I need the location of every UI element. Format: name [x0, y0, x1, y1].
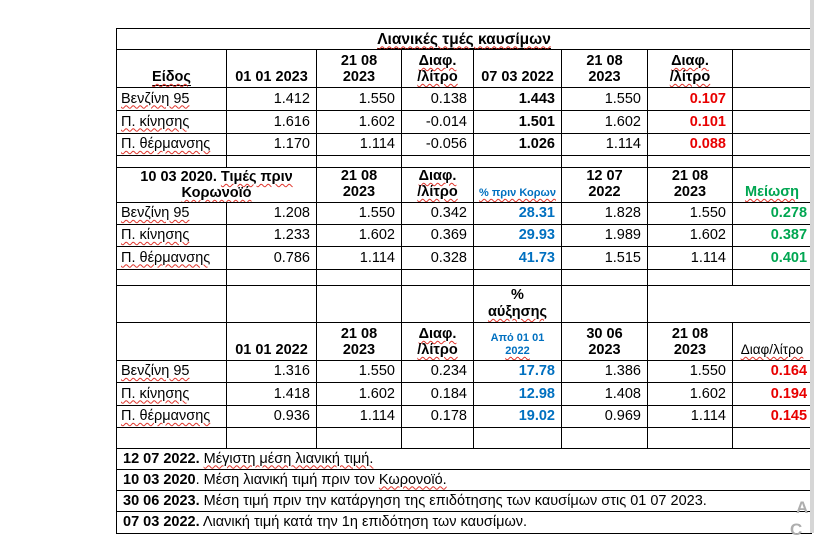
empty-cell: [733, 156, 812, 168]
data-cell: [402, 361, 474, 383]
table-title: [117, 29, 812, 50]
column-header-date: [317, 50, 402, 88]
empty-cell: [474, 156, 562, 168]
empty-cell: [402, 428, 474, 449]
column-header-diff: [402, 168, 474, 203]
empty-cell: [402, 156, 474, 168]
empty-cell: [117, 270, 227, 286]
empty-cell: [562, 156, 648, 168]
footnote-text-wavy: Κωρονοϊό.: [378, 471, 447, 488]
data-cell: [733, 361, 812, 383]
data-cell: [402, 406, 474, 428]
value: 0.936: [273, 408, 310, 424]
column-header-type: [117, 50, 227, 88]
diff-line2: /λίτρο: [417, 342, 458, 358]
data-cell: [402, 247, 474, 270]
title-underline: [377, 31, 551, 49]
fuel-prices-table: [116, 28, 812, 534]
empty-cell: [733, 428, 812, 449]
data-cell: [227, 134, 317, 156]
column-header-diff: [648, 50, 733, 88]
data-cell: [474, 88, 562, 111]
fuel-label: Π. θέρμανσης: [121, 136, 211, 152]
data-cell: [733, 406, 812, 428]
value: 1.989: [604, 227, 641, 243]
data-cell: [474, 383, 562, 406]
from-line1: Από 01 01: [490, 332, 545, 344]
empty-cell: [733, 270, 812, 286]
data-cell: [562, 383, 648, 406]
data-cell: [317, 111, 402, 134]
value: 0.184: [430, 385, 467, 402]
date-line1: 21 08: [586, 53, 623, 69]
empty-cell: [227, 270, 317, 286]
footnote-row: [117, 491, 812, 512]
data-cell: [562, 406, 648, 428]
data-cell: [317, 406, 402, 428]
data-cell: [317, 134, 402, 156]
spacer-row: [117, 156, 812, 168]
row-label: [117, 134, 227, 156]
value: 19.02: [518, 408, 555, 424]
percent-increase-title-row: [117, 286, 812, 323]
value: 1.602: [358, 385, 395, 402]
row-label: [117, 88, 227, 111]
value: 0.234: [430, 363, 467, 379]
empty-cell: [648, 270, 733, 286]
empty-cell: [317, 270, 402, 286]
table-row: [117, 88, 812, 111]
date-line1: 30 06: [586, 326, 623, 342]
watermark-letter-a: A: [796, 498, 809, 517]
value: 1.828: [604, 205, 641, 221]
footnote-text: Λιανική τιμή κατά την 1η επιδότηση των καυσίμων.: [199, 514, 528, 530]
value: 1.386: [604, 363, 641, 379]
data-cell: [648, 383, 733, 406]
value: 1.550: [358, 90, 395, 107]
empty-cell: [317, 428, 402, 449]
data-cell: [474, 203, 562, 225]
fuel-label: Π. κίνησης: [121, 113, 190, 130]
value: 17.78: [518, 363, 555, 379]
date-line1: 21 08: [671, 168, 709, 184]
data-cell: [474, 361, 562, 383]
footnote-date: 30 06 2023.: [123, 492, 200, 509]
empty-cell: [117, 323, 227, 361]
empty-cell: [733, 50, 812, 88]
data-cell: [474, 134, 562, 156]
diff-line2: /λίτρο: [417, 69, 458, 85]
column-header-date: [317, 168, 402, 203]
column-header-date: [562, 50, 648, 88]
value: 1.515: [604, 249, 641, 266]
data-cell: [317, 225, 402, 247]
footnote-date: 12 07 2022.: [123, 450, 200, 467]
empty-cell: [733, 134, 812, 156]
footnote: [117, 491, 812, 512]
data-cell: [474, 225, 562, 247]
data-cell: [474, 247, 562, 270]
section2-title-text: Τιμές πριν Κορωνοϊό: [181, 169, 293, 201]
table-row: [117, 361, 812, 383]
diff-line1: Διαφ.: [418, 168, 457, 184]
type-header-text: Είδος: [152, 69, 191, 85]
fuel-label: Π. κίνησης: [121, 227, 190, 243]
column-header-date: [317, 323, 402, 361]
window-edge-strip: [810, 0, 814, 533]
data-cell: [562, 88, 648, 111]
date-line2: 2023: [673, 342, 707, 358]
value: 0.101: [689, 113, 726, 130]
value: 1.408: [604, 385, 641, 402]
column-header-date: [227, 50, 317, 88]
value: 0.786: [273, 249, 310, 266]
footnote-row: [117, 512, 812, 534]
table-row: [117, 134, 812, 156]
column-header-diff: [733, 323, 812, 361]
table-row: [117, 203, 812, 225]
footnote-date: 10 03 2020: [123, 471, 196, 488]
empty-cell: [648, 156, 733, 168]
date-header-text: 01 01 2023: [235, 69, 308, 85]
value: 1.550: [689, 205, 726, 221]
section3-header-row: [117, 323, 812, 361]
from-line2: 2022: [505, 345, 530, 357]
empty-cell: [562, 428, 648, 449]
value: 0.194: [770, 385, 808, 402]
value: 0.138: [430, 90, 467, 107]
empty-cell: [227, 286, 317, 323]
value: 0.342: [430, 205, 467, 221]
footnote: [117, 470, 812, 491]
value: 1.550: [358, 363, 395, 379]
data-cell: [648, 406, 733, 428]
value: 1.114: [690, 408, 726, 424]
footnote: [117, 449, 812, 470]
value: 1.170: [273, 136, 310, 152]
table-row: [117, 225, 812, 247]
column-header-date: [648, 323, 733, 361]
date-line1: 12 07: [586, 168, 623, 184]
value: 1.418: [273, 385, 310, 402]
data-cell: [474, 406, 562, 428]
column-header-diff: [402, 50, 474, 88]
value: -0.014: [425, 113, 467, 130]
value: 0.328: [430, 249, 467, 266]
data-cell: [227, 247, 317, 270]
data-cell: [402, 203, 474, 225]
empty-cell: [474, 428, 562, 449]
column-header-date: [562, 168, 648, 203]
data-cell: [648, 111, 733, 134]
empty-cell: [317, 156, 402, 168]
spacer-row: [117, 270, 812, 286]
value: 0.178: [430, 408, 467, 424]
date-line2: 2022: [588, 184, 621, 200]
data-cell: [733, 383, 812, 406]
value: 0.369: [430, 227, 467, 243]
value: 1.026: [518, 136, 555, 152]
section2-title-cell: [117, 168, 317, 203]
data-cell: [227, 225, 317, 247]
value: 41.73: [518, 249, 555, 266]
data-cell: [562, 134, 648, 156]
diff-header-text: Διαφ/λίτρο: [740, 342, 804, 357]
value: 1.316: [273, 363, 310, 379]
diff-line1: Διαφ.: [418, 53, 457, 69]
footnote-row: [117, 470, 812, 491]
data-cell: [402, 225, 474, 247]
data-cell: [648, 225, 733, 247]
row-label: [117, 383, 227, 406]
data-cell: [402, 111, 474, 134]
data-cell: [733, 225, 812, 247]
fuel-label: Π. θέρμανσης: [121, 408, 211, 424]
value: 0.164: [770, 363, 808, 379]
value: 1.114: [605, 136, 641, 152]
column-header-from-date: [474, 323, 562, 361]
value: 12.98: [518, 385, 555, 402]
empty-merged-cell: [648, 286, 812, 323]
footnote: [117, 512, 812, 534]
data-cell: [402, 134, 474, 156]
empty-cell: [117, 156, 227, 168]
value: 1.443: [518, 90, 555, 107]
data-cell: [227, 383, 317, 406]
value: 1.208: [273, 205, 310, 221]
data-cell: [227, 406, 317, 428]
empty-cell: [227, 428, 317, 449]
spacer-row: [117, 428, 812, 449]
data-cell: [402, 383, 474, 406]
date-line2: 2023: [673, 184, 707, 200]
value: 1.602: [689, 227, 726, 243]
empty-cell: [733, 88, 812, 111]
empty-cell: [474, 270, 562, 286]
value: 0.278: [770, 205, 808, 221]
data-cell: [227, 361, 317, 383]
date-line2: 2023: [588, 69, 621, 85]
data-cell: [648, 203, 733, 225]
data-cell: [317, 88, 402, 111]
data-cell: [648, 88, 733, 111]
data-cell: [317, 247, 402, 270]
data-cell: [733, 247, 812, 270]
date-line1: 21 08: [671, 326, 709, 342]
column-header-date: [562, 323, 648, 361]
value: 1.602: [358, 227, 395, 243]
data-cell: [562, 361, 648, 383]
section2-date: 10 03 2020.: [140, 169, 217, 185]
table-row: [117, 383, 812, 406]
empty-cell: [562, 286, 648, 323]
empty-cell: [562, 270, 648, 286]
reduction-header-text: Μείωση: [745, 184, 800, 200]
date-header-text: 07 03 2022: [481, 69, 554, 85]
fuel-label: Π. θέρμανσης: [121, 249, 211, 266]
value: 1.550: [358, 205, 395, 221]
data-cell: [227, 111, 317, 134]
date-line1: 21 08: [340, 168, 378, 184]
data-cell: [474, 111, 562, 134]
data-cell: [317, 383, 402, 406]
data-cell: [562, 247, 648, 270]
value: 1.550: [689, 363, 726, 379]
row-label: [117, 225, 227, 247]
empty-cell: [402, 270, 474, 286]
empty-cell: [402, 286, 474, 323]
date-line1: 21 08: [340, 326, 378, 342]
column-header-date: [227, 323, 317, 361]
title-text: Λιανικές τμές καυσίμων: [377, 30, 551, 48]
empty-cell: [733, 111, 812, 134]
row-label: [117, 247, 227, 270]
diff-line1: Διαφ.: [418, 326, 457, 342]
data-cell: [317, 203, 402, 225]
fuel-label: Βενζίνη 95: [121, 205, 190, 221]
fuel-label: Βενζίνη 95: [121, 363, 190, 379]
percent-sign: %: [511, 287, 524, 303]
table-row: [117, 111, 812, 134]
footnote-text: Μέση τιμή πριν την κατάργηση της επιδότησης των καυσίμων στις 01 07 2023.: [199, 492, 707, 509]
empty-cell: [227, 156, 317, 168]
empty-cell: [648, 428, 733, 449]
data-cell: [562, 111, 648, 134]
footnote-row: [117, 449, 812, 470]
empty-cell: [117, 286, 227, 323]
value: 1.616: [273, 113, 310, 130]
date-line1: 21 08: [340, 53, 378, 69]
value: 1.412: [273, 90, 310, 107]
section2-header-row: [117, 168, 812, 203]
data-cell: [562, 225, 648, 247]
column-header-reduction: [733, 168, 812, 203]
table-row: [117, 406, 812, 428]
increase-word: αύξησης: [488, 304, 547, 320]
data-cell: [562, 203, 648, 225]
table-title-row: [117, 29, 812, 50]
date-line2: 2023: [342, 184, 376, 200]
column-header-date: [648, 168, 733, 203]
value: 1.501: [518, 113, 555, 130]
column-header-diff: [402, 323, 474, 361]
value: 0.401: [770, 249, 808, 266]
date-header-text: 01 01 2022: [235, 342, 308, 358]
data-cell: [648, 361, 733, 383]
value: 1.114: [359, 249, 395, 266]
column-header-percent: [474, 168, 562, 203]
fuel-label: Βενζίνη 95: [121, 90, 190, 107]
value: 29.93: [518, 227, 555, 243]
value: 1.114: [690, 249, 726, 266]
data-cell: [317, 361, 402, 383]
column-header-date: [474, 50, 562, 88]
value: 1.233: [273, 227, 310, 243]
row-label: [117, 361, 227, 383]
value: 0.088: [689, 136, 726, 152]
value: 28.31: [518, 205, 555, 221]
diff-line2: /λίτρο: [417, 184, 458, 200]
value: 1.602: [604, 113, 641, 130]
value: 0.969: [604, 408, 641, 424]
value: 0.145: [770, 408, 808, 424]
date-line2: 2023: [342, 342, 376, 358]
value: 1.114: [359, 136, 395, 152]
data-cell: [402, 88, 474, 111]
value: 1.602: [358, 113, 395, 130]
empty-cell: [117, 428, 227, 449]
value: -0.056: [425, 136, 467, 152]
diff-line2: /λίτρο: [669, 69, 711, 85]
value: 0.387: [770, 227, 808, 243]
type-underline: [152, 69, 191, 86]
footnote-text: . Μέση λιανική τιμή πριν τον: [195, 471, 379, 488]
row-label: [117, 406, 227, 428]
watermark-letter-c: C: [790, 520, 803, 539]
date-line2: 2023: [588, 342, 621, 358]
percent-increase-title: [474, 286, 562, 323]
data-cell: [648, 247, 733, 270]
diff-line1: Διαφ.: [671, 53, 709, 69]
fuel-label: Π. κίνησης: [121, 385, 190, 402]
value: 1.602: [689, 385, 726, 402]
footnote-text-wavy: Μέγιστη μέση λιανική τιμή.: [203, 450, 374, 467]
data-cell: [227, 88, 317, 111]
row-label: [117, 203, 227, 225]
data-cell: [648, 134, 733, 156]
footnote-date: 07 03 2022.: [123, 514, 200, 530]
percent-header-text: % πριν Κορων: [479, 187, 556, 199]
table-row: [117, 247, 812, 270]
date-line2: 2023: [342, 69, 376, 85]
value: 1.550: [604, 90, 641, 107]
value: 0.107: [689, 90, 726, 107]
value: 1.114: [359, 408, 395, 424]
section1-header-row: [117, 50, 812, 88]
data-cell: [733, 203, 812, 225]
data-cell: [227, 203, 317, 225]
empty-cell: [317, 286, 402, 323]
row-label: [117, 111, 227, 134]
